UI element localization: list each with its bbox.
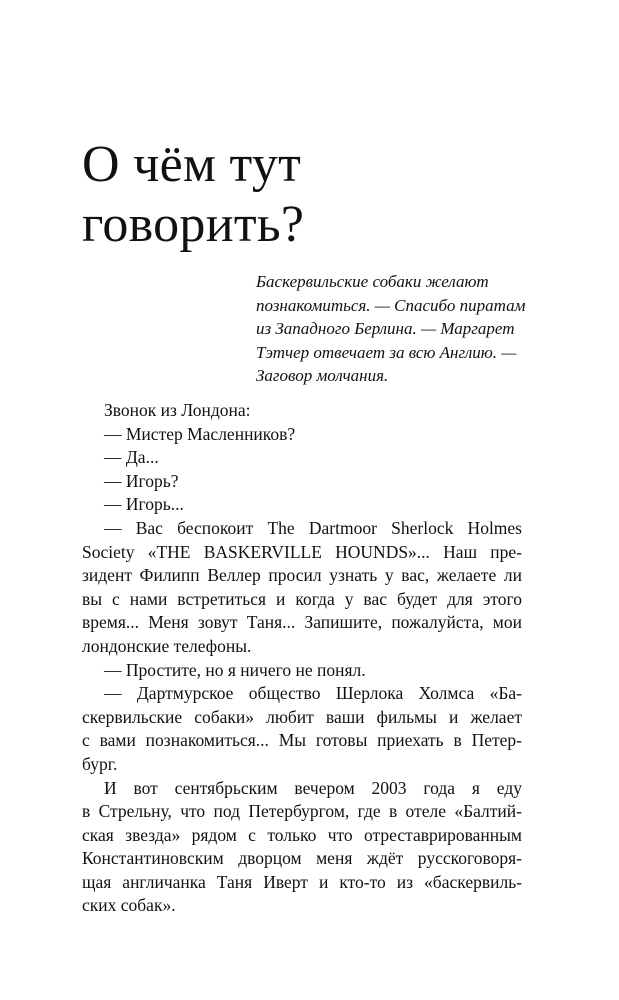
dialogue-line: — Мистер Масленников? [104,423,296,444]
paragraph-line: Звонок из Лондона: [104,400,251,420]
paragraph-line: ских собак». [82,895,176,916]
chapter-title-line: О чём тут [82,136,302,193]
dialogue-line: — Игорь? [104,470,179,491]
paragraph-line: ская звезда» рядом с только что отреставрированным [82,824,522,845]
paragraph-line: с вами познакомиться... Мы готовы приехать в Петер- [82,730,522,751]
chapter-title [82,135,542,255]
chapter-body [82,399,544,918]
paragraph-line: лондонские телефоны. [82,635,252,656]
epigraph-line: из Западного Берлина. — Маргарет [256,319,515,338]
paragraph-line: щая англичанка Таня Иверт и кто-то из «баскервиль- [82,871,522,892]
paragraph-line: И вот сентябрьским вечером 2003 года я еду [104,777,522,798]
paragraph-line: Константиновским дворцом меня ждёт русскоговоря- [82,848,522,869]
dialogue-line: — Дартмурское общество Шерлока Холмса «Ба- [104,683,522,704]
dialogue-line: — Да... [104,447,159,468]
paragraph-line: вы с нами встретиться и когда у вас будет для этого [82,588,522,609]
dialogue-line: — Простите, но я ничего не понял. [104,659,366,680]
epigraph-line: познакомиться. — Спасибо пиратам [256,295,526,315]
chapter-title-line: говорить? [82,196,305,253]
dialogue-line: — Вас беспокоит The Dartmoor Sherlock Holmes [104,517,522,538]
paragraph-line: зидент Филипп Веллер просил узнать у вас, желаете ли [82,565,522,586]
dialogue-line: — Игорь... [104,494,184,515]
paragraph-line: Society «THE BASKERVILLE HOUNDS»... Наш пре- [82,541,522,562]
epigraph-line: Тэтчер отвечает за всю Англию. — [256,342,517,362]
paragraph-line: в Стрельну, что под Петербургом, где в отеле «Балтий- [82,801,522,822]
paragraph-line: время... Меня зовут Таня... Запишите, пожалуйста, мои [82,612,522,633]
paragraph-line: бург. [82,753,118,774]
paragraph-line: скервильские собаки» любит ваши фильмы и желает [82,706,522,727]
epigraph-line: Заговор молчания. [256,366,389,385]
epigraph [256,270,556,388]
epigraph-line: Баскервильские собаки желают [256,272,489,291]
